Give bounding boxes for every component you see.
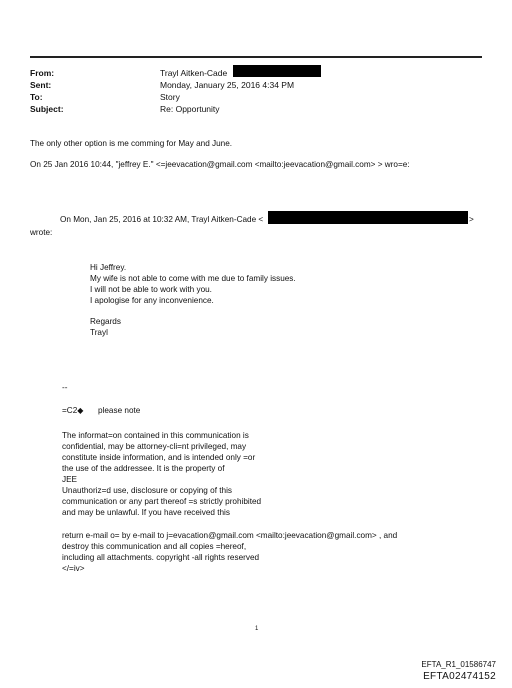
to-value: Story [160,92,180,102]
disclaimer-line: </=iv> [62,564,85,573]
bates-stamp-1: EFTA_R1_01586747 [421,660,496,669]
to-label: To: [30,92,43,102]
message-line: Hi Jeffrey. [90,263,127,272]
disclaimer-block-2 [62,530,397,574]
signoff-line: Regards [90,317,121,326]
quote-header-end: > [469,215,474,224]
from-value: Trayl Aitken-Cade [160,68,228,78]
message-line: My wife is not able to come with me due to family issues. [90,274,296,283]
disclaimer-line: JEE [62,475,78,484]
quote-header-line: On Mon, Jan 25, 2016 at 10:32 AM, Trayl Aitken-Cade < [60,215,264,224]
from-label: From: [30,68,55,78]
disclaimer-line: destroy this communication and all copies =hereof, [62,542,247,551]
subject-value: Re: Opportunity [160,104,220,114]
quoted-message [90,262,296,306]
signoff-block [90,316,121,338]
bates-stamp-2: EFTA02474152 [423,671,496,682]
redaction-bar [233,65,321,77]
message-line: I will not be able to work with you. [90,285,212,294]
sent-value: Monday, January 25, 2016 4:34 PM [160,80,295,90]
page-number: 1 [255,626,259,632]
disclaimer-block [62,430,261,518]
disclaimer-line: confidential, may be attorney-cli=nt privileged, may [62,442,247,451]
redaction-bar [268,211,468,224]
disclaimer-line: return e-mail o= by e-mail to j=evacation@gmail.com <mailto:jeevacation@gmail.com> , and [62,531,398,540]
body-line-1: The only other option is me comming for May and June. [30,139,233,148]
disclaimer-line: and may be unlawful. If you have received this [62,508,230,517]
note-prefix: =C2◆ [62,406,84,415]
disclaimer-line: Unauthoriz=d use, disclosure or copying of this [62,486,232,495]
note-text: please note [98,406,141,415]
signature-separator: -- [62,383,68,392]
sent-label: Sent: [30,80,52,90]
quote-wrote: wrote: [30,228,53,237]
disclaimer-line: including all attachments. copyright -all rights reserved [62,553,260,562]
body-line-2: On 25 Jan 2016 10:44, "jeffrey E." <=jeevacation@gmail.com <mailto:jeevacation@gmail.com> > wro=e: [30,160,410,169]
message-line: I apologise for any inconvenience. [90,296,214,305]
disclaimer-line: The informat=on contained in this communication is [62,431,249,440]
subject-label: Subject: [30,104,64,114]
header-divider [30,56,482,58]
disclaimer-line: constitute inside information, and is intended only =or [62,453,256,462]
disclaimer-line: communication or any part thereof =s strictly prohibited [62,497,262,506]
signoff-line: Trayl [90,328,108,337]
disclaimer-line: the use of the addressee. It is the property of [62,464,225,473]
